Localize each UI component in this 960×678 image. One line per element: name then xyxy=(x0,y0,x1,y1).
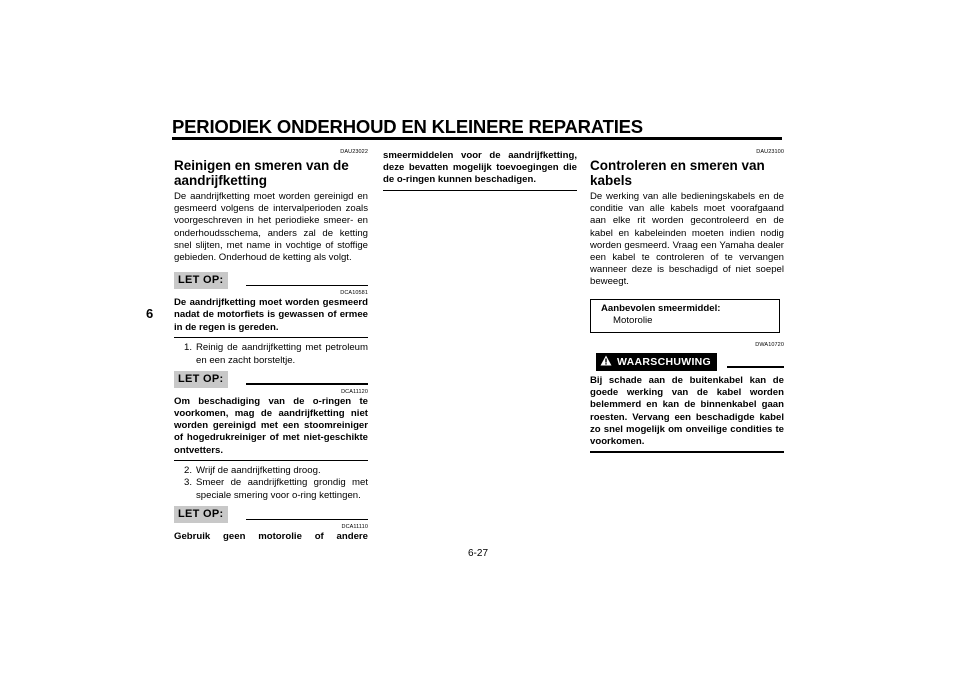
note-text-continued: smeermiddelen voor de aandrijfketting, deze bevatten mogelijk toevoegingen die de o-ringen kunnen beschadigen. xyxy=(383,150,577,186)
note-text: Om beschadiging van de o-ringen te voorkomen, mag de aandrijfketting niet worden gereinigd met een stoomreiniger of hogedrukreiniger of met niet-geschikte ontvetters. xyxy=(174,395,368,456)
note-code: DCA11110 xyxy=(341,523,368,530)
note-text: Gebruik geen motorolie of andere xyxy=(174,530,368,542)
note-code: DCA11120 xyxy=(341,388,368,395)
step-item xyxy=(174,465,368,477)
warning-code: DWA10720 xyxy=(755,342,784,349)
column-1 xyxy=(174,148,368,543)
step-number: 2. xyxy=(183,465,192,477)
note-text: De aandrijfketting moet worden gesmeerd nadat de motorfiets is gewassen of ermee in de regen is gereden. xyxy=(174,297,368,333)
note-badge: LET OP: xyxy=(174,272,228,289)
step-text: Reinig de aandrijfketting met petroleum en een zacht borsteltje. xyxy=(196,342,368,366)
warning-header xyxy=(590,353,784,371)
header-rule xyxy=(172,137,782,140)
page-header-title: PERIODIEK ONDERHOUD EN KLEINERE REPARATIES xyxy=(172,116,643,137)
step-text: Wrijf de aandrijfketting droog. xyxy=(196,465,321,477)
warning-badge xyxy=(596,353,717,371)
section-heading: Controleren en smeren van kabels xyxy=(590,158,765,188)
warning-triangle-icon xyxy=(600,355,612,369)
warning-text: Bij schade aan de buitenkabel kan de goede werking van de kabel worden belemmerd en kan de binnenkabel gaan roesten. Vervang een beschadigde kabel zo snel mogelijk om onveilige condities te voorkomen. xyxy=(590,375,784,448)
chapter-tab xyxy=(143,293,165,563)
note-rule xyxy=(246,383,369,385)
lubricant-label: Aanbevolen smeermiddel: xyxy=(601,302,721,314)
note-header xyxy=(174,272,368,289)
note-header xyxy=(174,371,368,388)
warning-end-rule xyxy=(590,451,784,453)
chapter-number: 6 xyxy=(146,306,154,321)
note-badge: LET OP: xyxy=(174,371,228,388)
step-text: Smeer de aandrijfketting grondig met speciale smering voor o-ring kettingen. xyxy=(196,477,368,501)
note-rule xyxy=(246,519,369,521)
note-code: DCA10581 xyxy=(340,290,368,297)
step-number: 1. xyxy=(183,342,192,354)
page-number: 6-27 xyxy=(468,548,489,559)
step-item xyxy=(174,477,368,501)
note-end-rule xyxy=(174,337,368,339)
section-code: DAU23022 xyxy=(340,149,368,155)
warning-rule xyxy=(727,366,784,368)
note-end-rule xyxy=(174,460,368,462)
note-badge: LET OP: xyxy=(174,506,228,523)
lubricant-value: Motorolie xyxy=(613,314,653,326)
section-code: DAU23100 xyxy=(756,149,784,155)
warning-label: WAARSCHUWING xyxy=(617,356,712,369)
note-end-rule xyxy=(383,190,577,192)
step-item xyxy=(174,342,368,366)
section-heading: Reinigen en smeren van de aandrijfketting xyxy=(174,158,349,188)
recommended-lubricant-box xyxy=(590,299,780,333)
note-header xyxy=(174,506,368,523)
column-3 xyxy=(590,148,784,457)
note-rule xyxy=(246,285,369,287)
step-number: 3. xyxy=(183,477,192,489)
column-2 xyxy=(383,148,577,195)
section-intro: De werking van alle bedieningskabels en de conditie van alle kabels moet voorafgaand aan elke rit worden gecontroleerd en de kabel en kabeleinden moeten indien nodig worden gesmeerd. Vraag een Yamaha dealer een kabel te controleren of te vervangen wanneer deze is beschadigd of niet soepel beweegt. xyxy=(590,191,784,288)
section-intro: De aandrijfketting moet worden gereinigd en gesmeerd volgens de intervalperioden zoals voorgeschreven in het periodieke smeer- en onderhoudsschema, anders zal de ketting snel slijten, met name in vochtige of stoffige gebieden. Onderhoud de ketting als volgt. xyxy=(174,191,368,264)
